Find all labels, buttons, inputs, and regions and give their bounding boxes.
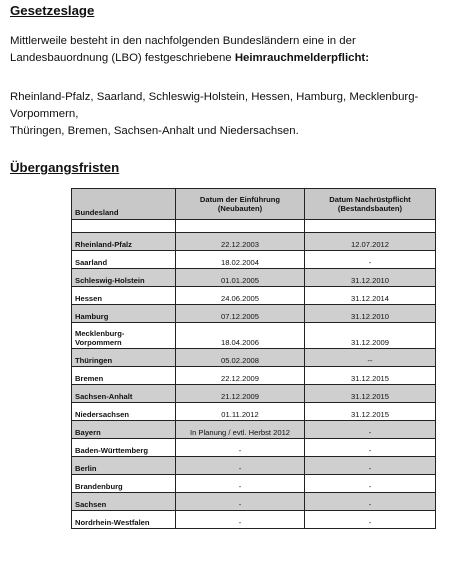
cell-state: Rheinland-Pfalz [72, 233, 176, 251]
intro-line-2-prefix: Landesbauordnung (LBO) festgeschriebene [10, 52, 232, 64]
cell-intro-date: - [176, 493, 305, 511]
cell-retrofit-date: - [305, 439, 436, 457]
cell-intro-date: In Planung / evtl. Herbst 2012 [176, 421, 305, 439]
cell-retrofit-date: - [305, 421, 436, 439]
table-row [72, 457, 436, 475]
cell-intro-date: - [176, 475, 305, 493]
cell-retrofit-date: 31.12.2014 [305, 287, 436, 305]
cell-intro-date: 21.12.2009 [176, 385, 305, 403]
heading-uebergangsfristen: Übergangsfristen [10, 160, 120, 175]
states-paragraph [10, 89, 458, 140]
cell-retrofit-date: - [305, 493, 436, 511]
table-row [72, 403, 436, 421]
cell-state: Nordrhein-Westfalen [72, 511, 176, 529]
intro-line-1: Mittlerweile besteht in den nachfolgenden Bundesländern eine in der [10, 35, 356, 47]
table-row [72, 421, 436, 439]
cell-state: Sachsen [72, 493, 176, 511]
table-header-row [72, 189, 436, 220]
cell-retrofit-date: - [305, 457, 436, 475]
table-row [72, 269, 436, 287]
cell-intro-date: 18.04.2006 [176, 323, 305, 349]
cell-state [72, 323, 176, 349]
cell-intro-date: 01.11.2012 [176, 403, 305, 421]
header-datum-einfuehrung [176, 189, 305, 220]
cell-intro-date: 01.01.2005 [176, 269, 305, 287]
states-line-2: Thüringen, Bremen, Sachsen-Anhalt und Niedersachsen. [10, 125, 299, 137]
intro-line-2-bold: Heimrauchmelderpflicht: [234, 52, 369, 64]
cell-state: Berlin [72, 457, 176, 475]
table-row [72, 385, 436, 403]
cell-retrofit-date: - [305, 475, 436, 493]
cell-state: Bayern [72, 421, 176, 439]
cell-intro-date: 05.02.2008 [176, 349, 305, 367]
cell-retrofit-date: 12.07.2012 [305, 233, 436, 251]
cell-retrofit-date: 31.12.2015 [305, 403, 436, 421]
cell-state: Hessen [72, 287, 176, 305]
cell-state: Saarland [72, 251, 176, 269]
cell-retrofit-date: -- [305, 349, 436, 367]
header-col2-line1: Datum der Einführung [199, 195, 281, 204]
header-bundesland: Bundesland [72, 189, 176, 220]
heading-gesetzeslage: Gesetzeslage [10, 3, 95, 18]
table-spacer-row [72, 220, 436, 233]
cell-state: Brandenburg [72, 475, 176, 493]
cell-intro-date: - [176, 439, 305, 457]
cell-intro-date: - [176, 457, 305, 475]
cell-state: Schleswig-Holstein [72, 269, 176, 287]
table-row [72, 439, 436, 457]
cell-state: Hamburg [72, 305, 176, 323]
cell-retrofit-date: 31.12.2010 [305, 269, 436, 287]
intro-paragraph [10, 33, 458, 67]
cell-state: Bremen [72, 367, 176, 385]
header-col2-line2: (Neubauten) [217, 204, 263, 213]
cell-retrofit-date: 31.12.2015 [305, 367, 436, 385]
cell-intro-date: 07.12.2005 [176, 305, 305, 323]
cell-intro-date: 18.02.2004 [176, 251, 305, 269]
deadlines-table [71, 188, 436, 529]
cell-state-line2: Vorpommern [75, 338, 122, 347]
cell-state: Sachsen-Anhalt [72, 385, 176, 403]
header-datum-nachruestpflicht [305, 189, 436, 220]
cell-retrofit-date: - [305, 251, 436, 269]
header-col3-line1: Datum Nachrüstpflicht [329, 195, 411, 204]
table-row [72, 233, 436, 251]
table-row [72, 305, 436, 323]
cell-state-line1: Mecklenburg- [75, 329, 125, 338]
cell-intro-date: 24.06.2005 [176, 287, 305, 305]
table-row [72, 511, 436, 529]
table-row [72, 251, 436, 269]
states-line-1: Rheinland-Pfalz, Saarland, Schleswig-Holstein, Hessen, Hamburg, Mecklenburg-Vorpommern, [10, 91, 419, 120]
cell-retrofit-date: - [305, 511, 436, 529]
table-row [72, 349, 436, 367]
cell-retrofit-date: 31.12.2015 [305, 385, 436, 403]
table-row [72, 287, 436, 305]
cell-intro-date: 22.12.2003 [176, 233, 305, 251]
table-row [72, 323, 436, 349]
cell-state: Baden-Württemberg [72, 439, 176, 457]
table-row [72, 475, 436, 493]
cell-state: Niedersachsen [72, 403, 176, 421]
cell-intro-date: - [176, 511, 305, 529]
cell-intro-date: 22.12.2009 [176, 367, 305, 385]
header-col3-line2: (Bestandsbauten) [337, 204, 403, 213]
table-row [72, 367, 436, 385]
cell-retrofit-date: 31.12.2010 [305, 305, 436, 323]
cell-retrofit-date: 31.12.2009 [305, 323, 436, 349]
table-row [72, 493, 436, 511]
cell-state: Thüringen [72, 349, 176, 367]
